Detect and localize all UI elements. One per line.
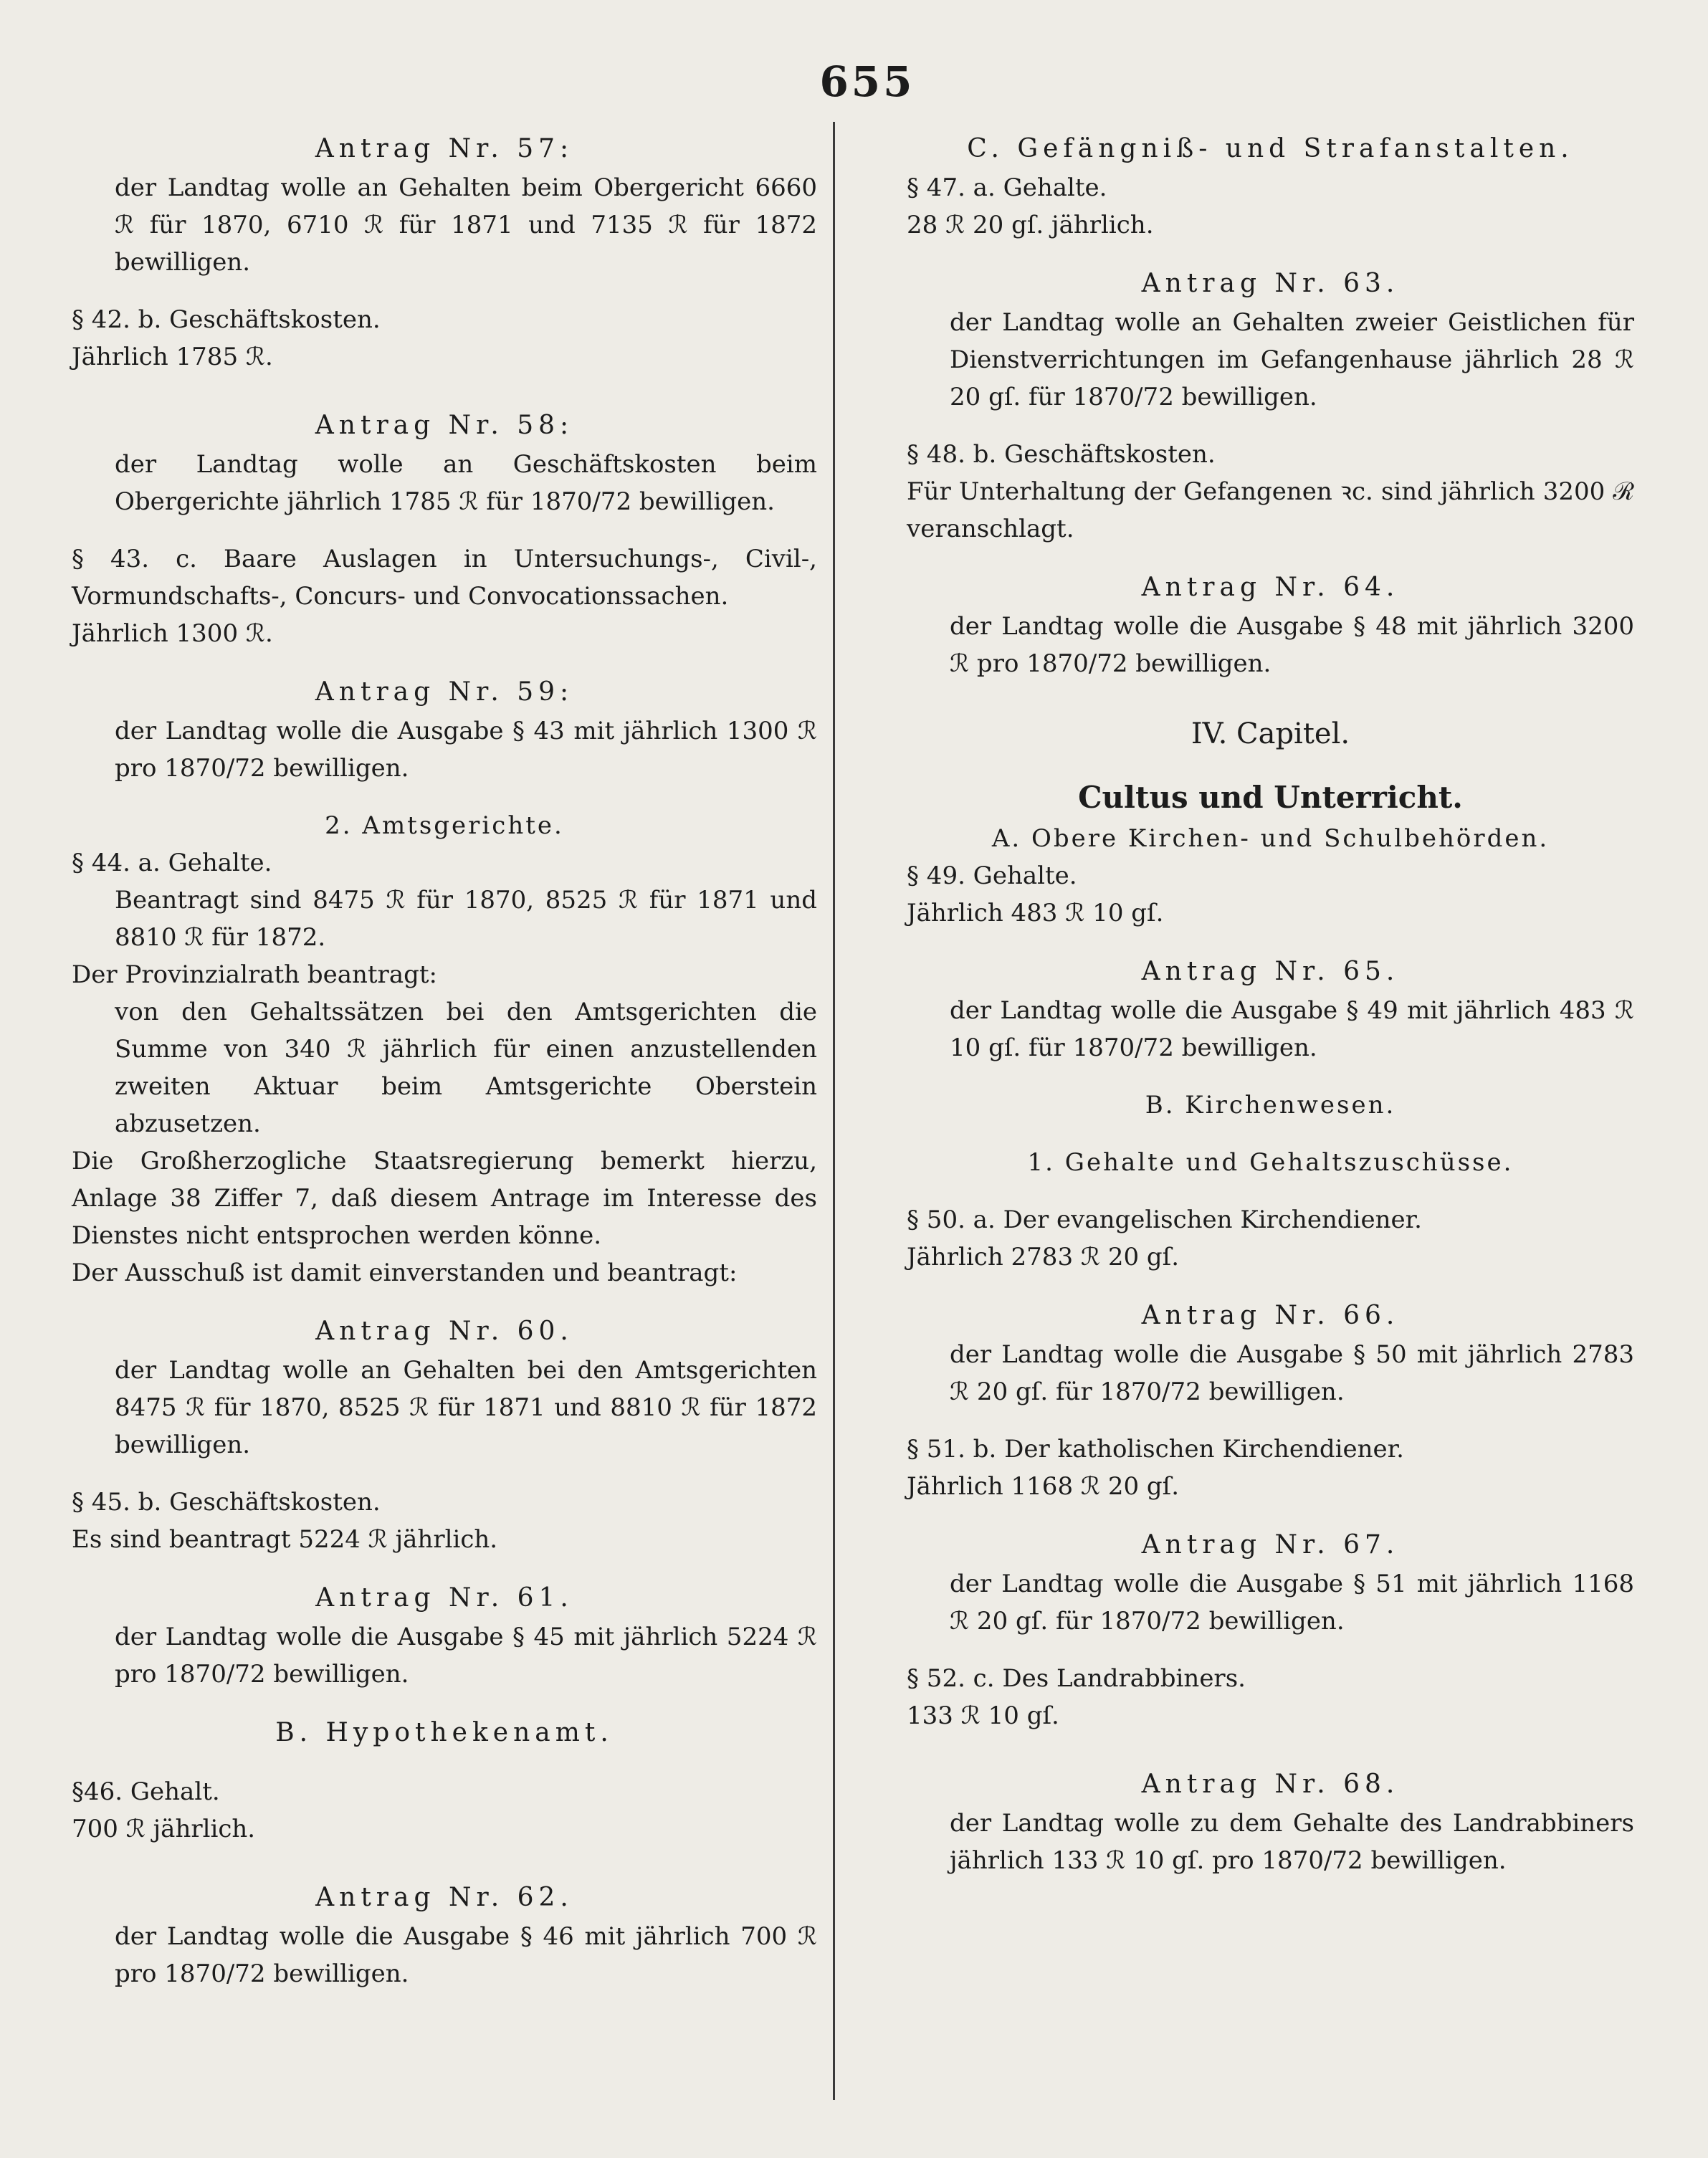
section-46-text: 700 ℛ jährlich. bbox=[72, 1815, 256, 1843]
section-50-text: Jährlich 2783 ℛ 20 gſ. bbox=[907, 1243, 1180, 1271]
antrag-63-title: Antrag Nr. 63. bbox=[1141, 269, 1400, 298]
antrag-66-text: der Landtag wolle die Ausgabe § 50 mit jährlich 2783 ℛ 20 gſ. für 1870/72 bewilligen. bbox=[950, 1340, 1634, 1406]
section-48-text: Für Unterhaltung der Gefangenen ꝛc. sind jährlich 3200 ℛ veranschlagt. bbox=[907, 477, 1634, 543]
antrag-61-text: der Landtag wolle die Ausgabe § 45 mit jährlich 5224 ℛ pro 1870/72 bewilligen. bbox=[115, 1623, 817, 1689]
antrag-61-title: Antrag Nr. 61. bbox=[315, 1583, 573, 1613]
antrag-58-title: Antrag Nr. 58: bbox=[315, 411, 574, 440]
kirchenwesen-heading: B. Kirchenwesen. bbox=[1145, 1091, 1396, 1119]
antrag-65-title: Antrag Nr. 65. bbox=[1141, 957, 1400, 986]
hypothekenamt-heading: B. Hypothekenamt. bbox=[275, 1718, 614, 1747]
section-45-heading: § 45. b. Geschäftskosten. bbox=[72, 1488, 381, 1517]
antrag-67-title: Antrag Nr. 67. bbox=[1141, 1530, 1400, 1560]
section-43-heading: § 43. c. Baare Auslagen in Untersuchungs-, Civil-, Vormundschafts-, Concurs- und Convocationssachen. bbox=[72, 545, 817, 611]
section-49-text: Jährlich 483 ℛ 10 gſ. bbox=[907, 899, 1164, 927]
antrag-57-title: Antrag Nr. 57: bbox=[315, 134, 574, 163]
gehalte-zuschuesse-heading: 1. Gehalte und Gehaltszuschüsse. bbox=[1027, 1148, 1514, 1177]
antrag-63-text: der Landtag wolle an Gehalten zweier Geistlichen für Dienstverrichtungen im Gefangenhause jährlich 28 ℛ 20 gſ. für 1870/72 bewilligen. bbox=[950, 308, 1634, 411]
left-column bbox=[72, 129, 817, 1992]
ausschuss-text: Der Ausschuß ist damit einverstanden und beantragt: bbox=[72, 1259, 738, 1287]
antrag-64-title: Antrag Nr. 64. bbox=[1141, 573, 1400, 602]
section-51-heading: § 51. b. Der katholischen Kirchendiener. bbox=[907, 1435, 1404, 1464]
section-51-text: Jährlich 1168 ℛ 20 gſ. bbox=[907, 1472, 1180, 1501]
provinzialrath-heading: Der Provinzialrath beantragt: bbox=[72, 960, 437, 989]
amtsgerichte-heading: 2. Amtsgerichte. bbox=[325, 811, 564, 840]
antrag-62-text: der Landtag wolle die Ausgabe § 46 mit jährlich 700 ℛ pro 1870/72 bewilligen. bbox=[115, 1922, 817, 1988]
right-column bbox=[907, 129, 1634, 1879]
section-42-text: Jährlich 1785 ℛ. bbox=[72, 343, 273, 371]
antrag-58-text: der Landtag wolle an Geschäftskosten beim Obergerichte jährlich 1785 ℛ für 1870/72 bewilligen. bbox=[115, 450, 817, 516]
section-48-heading: § 48. b. Geschäftskosten. bbox=[907, 440, 1216, 469]
section-44-heading: § 44. a. Gehalte. bbox=[72, 849, 272, 877]
section-52-text: 133 ℛ 10 gſ. bbox=[907, 1701, 1059, 1730]
column-divider bbox=[833, 122, 835, 2100]
antrag-65-text: der Landtag wolle die Ausgabe § 49 mit jährlich 483 ℛ 10 gſ. für 1870/72 bewilligen. bbox=[950, 996, 1634, 1062]
provinzialrath-text: von den Gehaltssätzen bei den Amtsgerichten die Summe von 340 ℛ jährlich für einen anzustellenden zweiten Aktuar beim Amtsgerichte Oberstein abzusetzen. bbox=[115, 998, 817, 1138]
antrag-60-text: der Landtag wolle an Gehalten bei den Amtsgerichten 8475 ℛ für 1870, 8525 ℛ für 1871 und 8810 ℛ für 1872 bewilligen. bbox=[115, 1356, 817, 1459]
page-number: 655 bbox=[819, 57, 915, 106]
obere-heading: A. Obere Kirchen- und Schulbehörden. bbox=[991, 824, 1550, 853]
antrag-57-text: der Landtag wolle an Gehalten beim Obergericht 6660 ℛ für 1870, 6710 ℛ für 1871 und 7135 ℛ für 1872 bewilligen. bbox=[115, 173, 817, 277]
section-47-text: 28 ℛ 20 gſ. jährlich. bbox=[907, 211, 1154, 239]
section-44-text: Beantragt sind 8475 ℛ für 1870, 8525 ℛ für 1871 und 8810 ℛ für 1872. bbox=[115, 886, 817, 952]
antrag-59-title: Antrag Nr. 59: bbox=[315, 677, 574, 707]
section-42-heading: § 42. b. Geschäftskosten. bbox=[72, 305, 381, 334]
chapter-title: Cultus und Unterricht. bbox=[1078, 780, 1463, 815]
section-43-text: Jährlich 1300 ℛ. bbox=[72, 619, 273, 648]
antrag-66-title: Antrag Nr. 66. bbox=[1141, 1301, 1400, 1330]
section-46-heading: §46. Gehalt. bbox=[72, 1777, 220, 1806]
section-50-heading: § 50. a. Der evangelischen Kirchendiener. bbox=[907, 1205, 1422, 1234]
antrag-68-title: Antrag Nr. 68. bbox=[1141, 1770, 1400, 1799]
antrag-59-text: der Landtag wolle die Ausgabe § 43 mit jährlich 1300 ℛ pro 1870/72 bewilligen. bbox=[115, 717, 817, 783]
section-47-heading: § 47. a. Gehalte. bbox=[907, 173, 1107, 202]
section-45-text: Es sind beantragt 5224 ℛ jährlich. bbox=[72, 1525, 498, 1554]
regierung-text: Die Großherzogliche Staatsregierung bemerkt hierzu, Anlage 38 Ziffer 7, daß diesem Antrage im Interesse des Dienstes nicht entsprochen werden könne. bbox=[72, 1147, 817, 1250]
antrag-60-title: Antrag Nr. 60. bbox=[315, 1317, 573, 1346]
antrag-68-text: der Landtag wolle zu dem Gehalte des Landrabbiners jährlich 133 ℛ 10 gſ. pro 1870/72 bewilligen. bbox=[950, 1809, 1634, 1875]
gefaengnis-heading: C. Gefängniß- und Strafanstalten. bbox=[967, 134, 1574, 163]
section-49-heading: § 49. Gehalte. bbox=[907, 861, 1077, 890]
section-52-heading: § 52. c. Des Landrabbiners. bbox=[907, 1664, 1246, 1693]
chapter-heading: IV. Capitel. bbox=[1191, 717, 1350, 750]
antrag-64-text: der Landtag wolle die Ausgabe § 48 mit jährlich 3200 ℛ pro 1870/72 bewilligen. bbox=[950, 612, 1634, 678]
antrag-62-title: Antrag Nr. 62. bbox=[315, 1883, 573, 1912]
antrag-67-text: der Landtag wolle die Ausgabe § 51 mit jährlich 1168 ℛ 20 gſ. für 1870/72 bewilligen. bbox=[950, 1570, 1634, 1636]
